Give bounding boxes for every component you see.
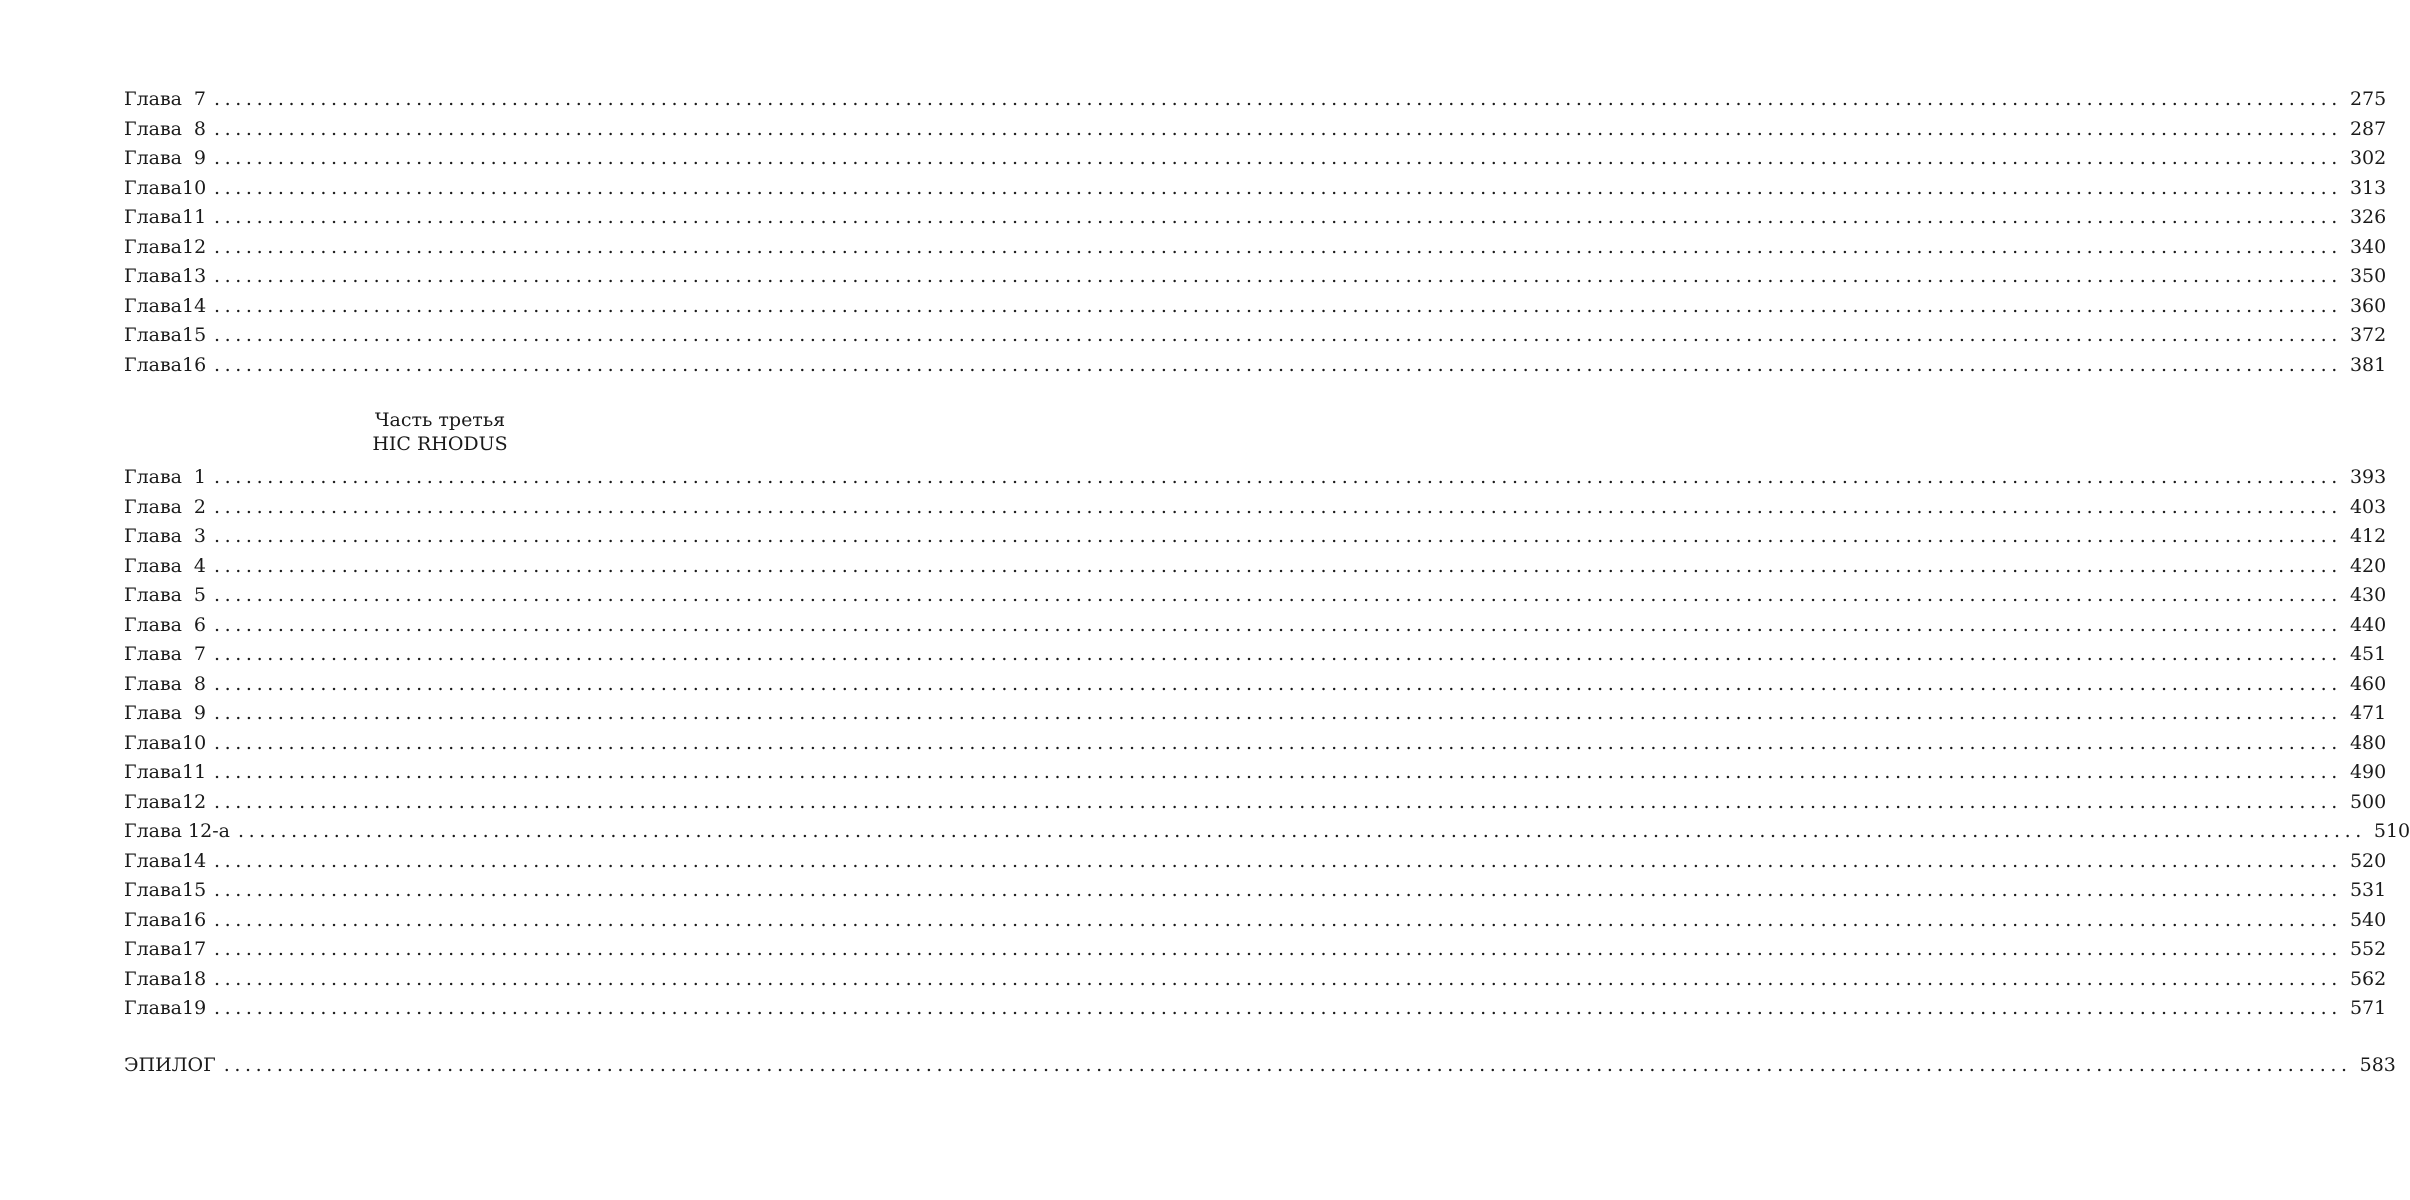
toc-entry-title [124,761,206,783]
toc-entry[interactable] [124,88,2387,112]
toc-entry[interactable] [124,672,2387,697]
dot-leader: ........................................................................................................................................................................................................ [214,324,2342,346]
dot-leader: ........................................................................................................................................................................................................ [214,908,2342,931]
dot-leader: ........................................................................................................................................................................................................ [214,672,2342,695]
toc-entry-page: 420 [2349,554,2387,577]
toc-entry[interactable] [124,643,2387,667]
toc-entry-page: 583 [2359,1054,2396,1076]
toc-entry-label: Глава [124,731,183,754]
toc-entry-label: Глава [124,147,183,169]
toc-entry-label: Глава [124,324,183,346]
toc-entry-title [124,584,206,606]
toc-entry-label: Глава [124,525,183,547]
toc-entry-title [124,525,206,547]
toc-entry-number: 19 [182,997,207,1019]
toc-entry[interactable] [124,117,2387,142]
toc-entry-title [124,820,230,842]
toc-entry-label: Глава [124,88,183,110]
dot-leader: ........................................................................................................................................................................................................ [214,554,2342,577]
toc-entry-title [124,295,206,317]
toc-entry-label: Глава [124,294,183,317]
dot-leader: ........................................................................................................................................................................................................ [214,265,2342,287]
toc-entry-page: 275 [2349,88,2387,110]
dot-leader: ........................................................................................................................................................................................................ [214,147,2342,169]
toc-entry-number: 13 [182,265,207,287]
toc-entry[interactable] [124,525,2387,549]
toc-entry[interactable] [124,967,2387,992]
toc-entry-title [124,702,206,724]
toc-entry[interactable] [124,879,2387,903]
toc-entry[interactable] [124,206,2387,230]
toc-entry-title [124,265,206,287]
toc-entry-number: 11 [182,206,207,228]
toc-entry[interactable] [124,147,2387,171]
toc-entry-title [124,177,206,199]
toc-entry-page: 393 [2349,466,2387,488]
toc-entry-title [124,938,206,960]
toc-entry-number: 11 [182,761,207,783]
toc-entry-number: 10 [182,731,207,754]
toc-entry-label: Глава [124,235,183,258]
toc-entry-label: Глава [124,584,183,606]
toc-entry-page: 430 [2349,584,2387,606]
toc-entry-number: 5 [193,584,207,606]
toc-entry-label: Глава [124,761,183,783]
toc-entry-title [124,909,206,931]
toc-entry-title [124,614,206,636]
toc-entry-label: Глава [124,643,183,665]
toc-entry-number: 15 [182,324,207,346]
toc-entry-title [124,673,206,695]
toc-entry-label: Глава [124,849,183,872]
dot-leader: ........................................................................................................................................................................................................ [214,731,2342,754]
toc-entry-number: 7 [193,643,207,665]
dot-leader: ........................................................................................................................................................................................................ [214,294,2342,317]
part-heading: Часть третья [374,409,506,431]
toc-entry-page: 451 [2349,643,2387,665]
toc-entry-label: Глава [124,495,183,518]
toc-entry-title [124,206,206,228]
dot-leader: ........................................................................................................................................................................................................ [214,495,2342,518]
dot-leader: ........................................................................................................................................................................................................ [214,584,2342,606]
toc-entry[interactable] [124,324,2387,348]
toc-entry-number: 7 [193,88,207,110]
toc-entry-label: Глава [124,466,183,488]
toc-entry[interactable] [124,466,2387,490]
dot-leader: ........................................................................................................................................................................................................ [214,967,2342,990]
dot-leader: ........................................................................................................................................................................................................ [214,761,2342,783]
toc-entry-title [124,643,206,665]
toc-entry-title [124,236,206,258]
toc-entry[interactable] [124,176,2387,201]
toc-entry-page: 500 [2349,790,2387,813]
toc-entry-page: 460 [2349,672,2387,695]
toc-entry-title [124,324,206,346]
toc-entry-number: 17 [182,938,207,960]
toc-entry-number: 6 [193,613,207,636]
toc-entry-title [124,147,206,169]
toc-entry-page: 540 [2349,908,2387,931]
toc-entry[interactable] [124,908,2387,933]
toc-entry[interactable] [124,584,2387,608]
toc-entry-number: 15 [182,879,207,901]
dot-leader: ........................................................................................................................................................................................................ [214,235,2342,258]
toc-entry-title [124,118,206,140]
toc-entry-title [124,732,206,754]
toc-entry-number: 16 [182,353,207,376]
toc-entry-number: 2 [193,495,207,518]
toc-entry-page: 471 [2349,702,2387,724]
toc-entry[interactable] [124,849,2387,874]
toc-entry-number: 12-а [188,820,230,842]
toc-entry[interactable] [124,820,2410,844]
toc-entry-label: Глава [124,554,183,577]
toc-entry-label: Глава [124,879,183,901]
toc-entry-label: Глава [124,702,183,724]
toc-entry-page: 520 [2349,849,2387,872]
dot-leader: ........................................................................................................................................................................................................ [214,176,2342,199]
toc-entry-label: Глава [124,820,183,842]
toc-entry-number: 18 [182,967,207,990]
toc-entry-epilogue[interactable] [124,1054,2396,1078]
dot-leader: ........................................................................................................................................................................................................ [214,790,2342,813]
dot-leader: ........................................................................................................................................................................................................ [214,643,2342,665]
toc-entry-title [124,791,206,813]
toc-entry-page: 510 [2373,820,2410,842]
toc-entry-number: 4 [193,554,207,577]
toc-entry-number: 8 [193,672,207,695]
toc-entry[interactable] [124,702,2387,726]
toc-entry-label: Глава [124,938,183,960]
toc-entry-page: 480 [2349,731,2387,754]
toc-entry-page: 531 [2349,879,2387,901]
toc-entry-page: 313 [2349,176,2387,199]
toc-entry[interactable] [124,265,2387,289]
toc-entry-number: 12 [182,790,207,813]
toc-entry-title [124,879,206,901]
toc-entry-title [124,997,206,1019]
toc-entry-number: 9 [193,147,207,169]
dot-leader: ........................................................................................................................................................................................................ [214,938,2342,960]
toc-entry[interactable] [124,731,2387,756]
toc-entry-label: Глава [124,265,183,287]
toc-entry-page: 552 [2349,938,2387,960]
toc-entry-title [124,466,206,488]
toc-entry-title [124,968,206,990]
toc-entry[interactable] [124,613,2387,638]
toc-entry[interactable] [124,790,2387,815]
toc-entry-label: Глава [124,967,183,990]
toc-entry[interactable] [124,938,2387,962]
toc-entry-label: Глава [124,176,183,199]
toc-entry-page: 412 [2349,525,2387,547]
toc-entry-label: Глава [124,117,183,140]
dot-leader: ........................................................................................................................................................................................................ [214,117,2342,140]
toc-entry-title [124,88,206,110]
dot-leader: ........................................................................................................................................................................................................ [214,353,2342,376]
dot-leader: ........................................................................................................................................................................................................ [237,820,2366,842]
dot-leader: ........................................................................................................................................................................................................ [214,879,2342,901]
toc-entry-page: 381 [2349,353,2387,376]
dot-leader: ........................................................................................................................................................................................................ [214,525,2342,547]
toc-entry-page: 440 [2349,613,2387,636]
toc-entry-label: Глава [124,206,183,228]
toc-entry-number: 1 [193,466,207,488]
toc-entry-label: Глава [124,908,183,931]
toc-entry-page: 372 [2349,324,2387,346]
toc-entry-label: Глава [124,672,183,695]
toc-entry-label: Глава [124,790,183,813]
toc-entry-page: 360 [2349,294,2387,317]
part-subtitle: HIC RHODUS [372,433,508,455]
toc-entry-label: ЭПИЛОГ [124,1054,216,1076]
toc-entry-number: 14 [182,849,207,872]
dot-leader: ........................................................................................................................................................................................................ [214,702,2342,724]
toc-entry-number: 8 [193,117,207,140]
toc-entry-title [124,496,206,518]
toc-entry[interactable] [124,997,2387,1021]
toc-entry[interactable] [124,235,2387,260]
toc-entry-page: 403 [2349,495,2387,518]
dot-leader: ........................................................................................................................................................................................................ [214,613,2342,636]
dot-leader: ........................................................................................................................................................................................................ [214,466,2342,488]
toc-entry-label: Глава [124,353,183,376]
dot-leader: ........................................................................................................................................................................................................ [214,997,2342,1019]
toc-entry[interactable] [124,294,2387,319]
toc-entry-number: 3 [193,525,207,547]
toc-entry-title [124,850,206,872]
toc-entry-page: 326 [2349,206,2387,228]
dot-leader: ........................................................................................................................................................................................................ [214,849,2342,872]
dot-leader: ........................................................................................................................................................................................................ [223,1054,2352,1076]
toc-entry-page: 571 [2349,997,2387,1019]
toc-entry-title [124,555,206,577]
toc-entry-page: 562 [2349,967,2387,990]
dot-leader: ........................................................................................................................................................................................................ [214,88,2342,110]
toc-entry[interactable] [124,554,2387,579]
toc-entry[interactable] [124,761,2387,785]
toc-entry-label: Глава [124,997,183,1019]
toc-entry-page: 350 [2349,265,2387,287]
toc-entry-number: 12 [182,235,207,258]
toc-entry[interactable] [124,495,2387,520]
toc-entry-page: 490 [2349,761,2387,783]
toc-entry-number: 9 [193,702,207,724]
toc-entry-page: 287 [2349,117,2387,140]
toc-entry-number: 10 [182,176,207,199]
toc-entry[interactable] [124,353,2387,378]
toc-entry-number: 16 [182,908,207,931]
toc-entry-label: Глава [124,613,183,636]
toc-entry-page: 340 [2349,235,2387,258]
toc-entry-title [124,354,206,376]
toc-entry-page: 302 [2349,147,2387,169]
dot-leader: ........................................................................................................................................................................................................ [214,206,2342,228]
toc-entry-number: 14 [182,294,207,317]
